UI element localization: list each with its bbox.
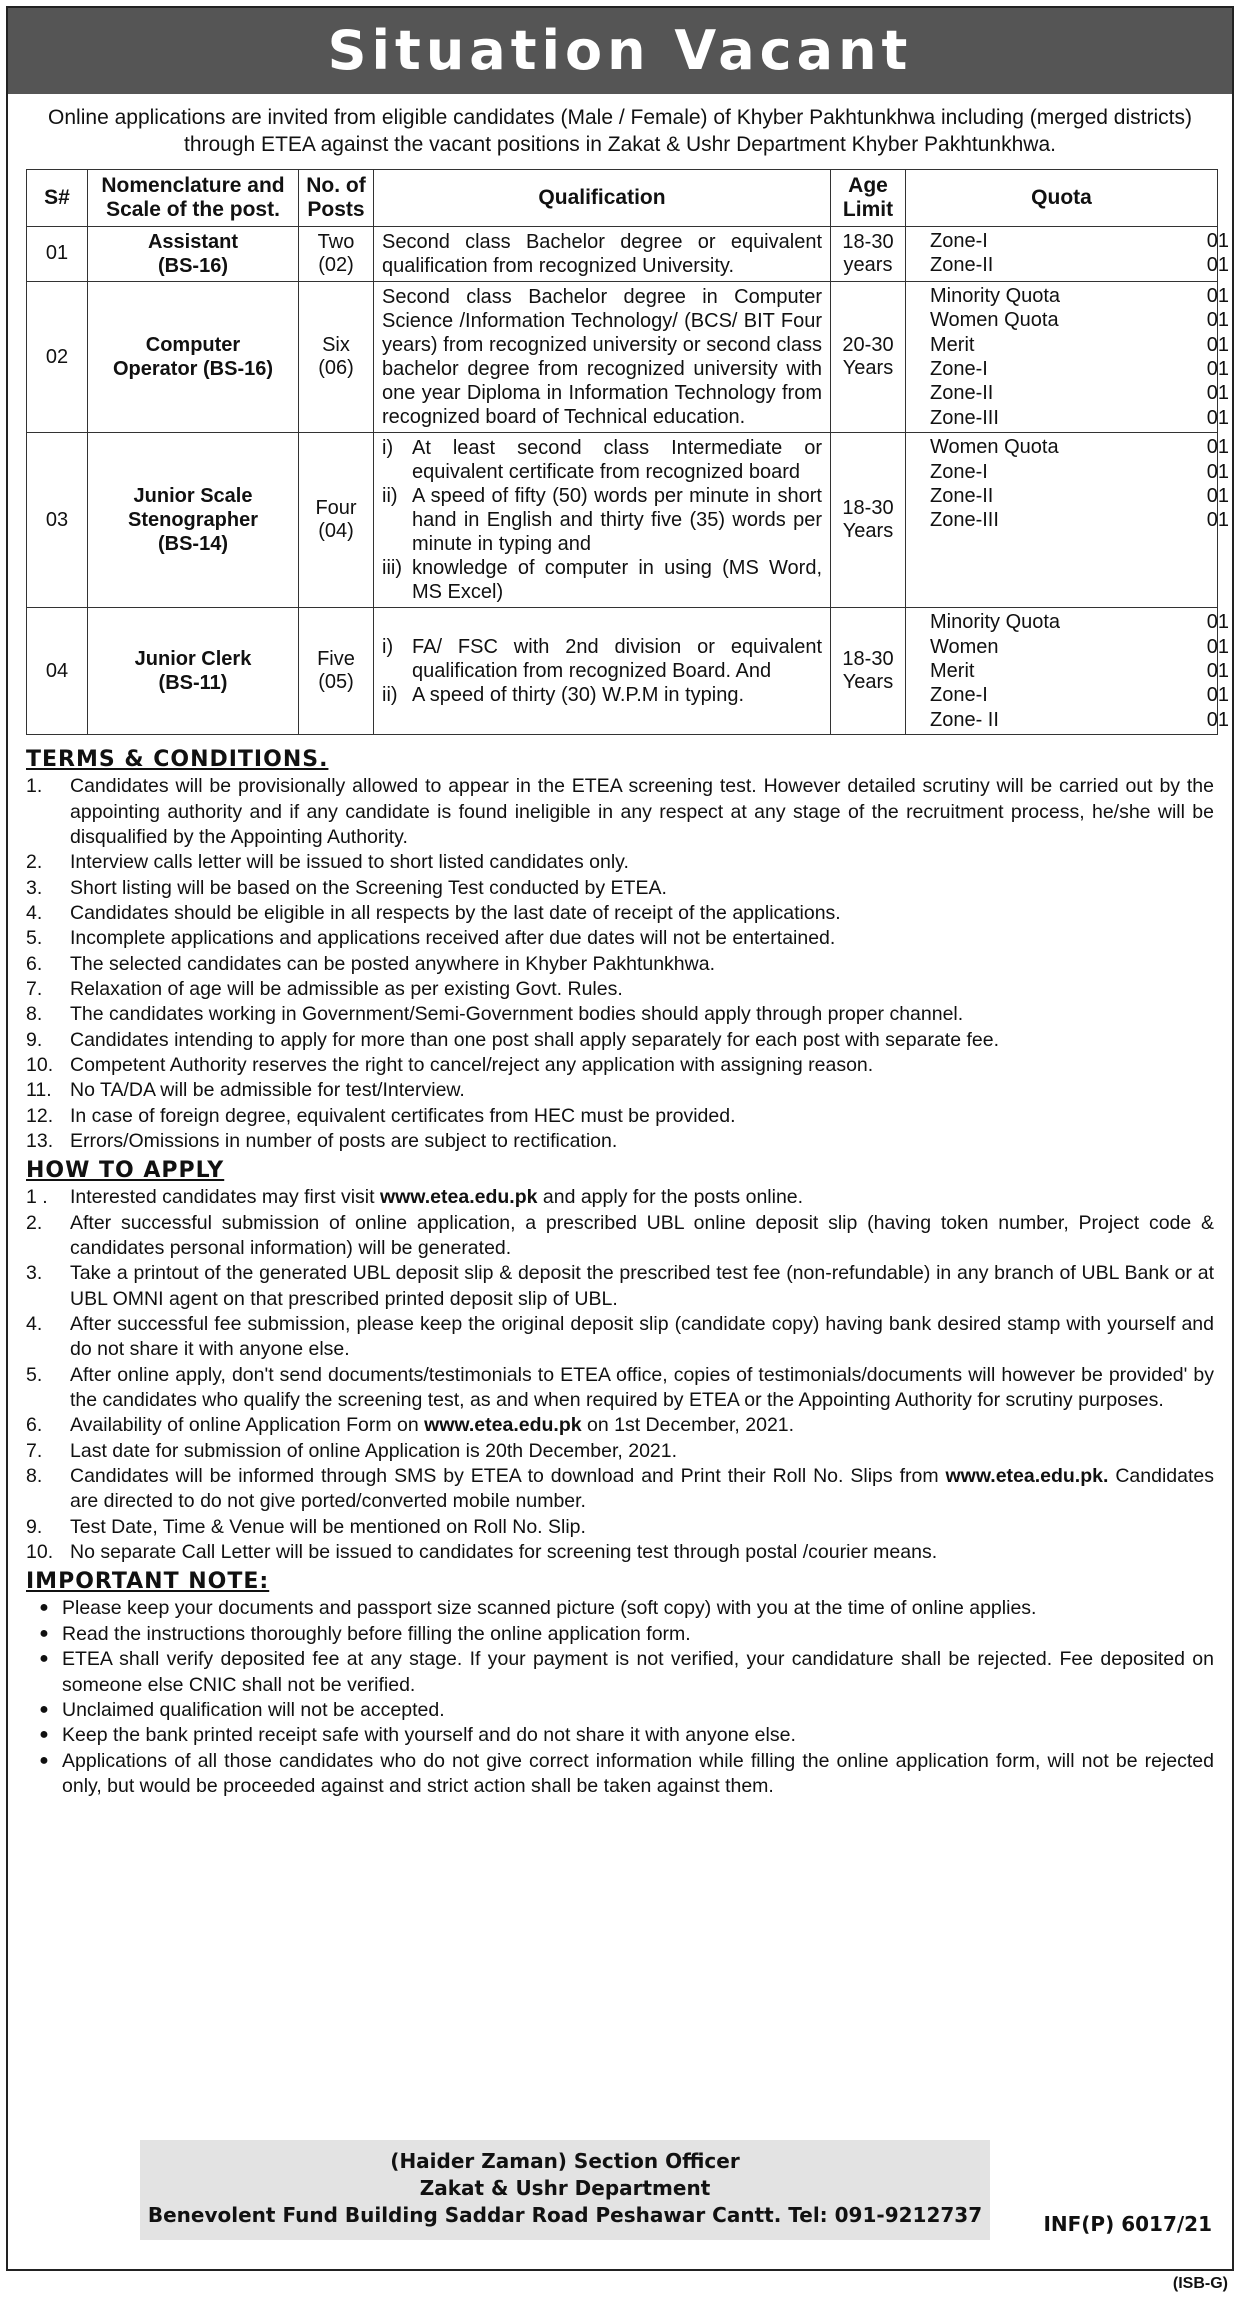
department-name: Zakat & Ushr Department: [419, 2176, 711, 2200]
item-text: The selected candidates can be posted anywhere in Khyber Pakhtunkhwa.: [70, 952, 715, 975]
quota-count: 01: [1206, 333, 1229, 356]
item-number: 13.: [26, 1129, 54, 1152]
item-text: No TA/DA will be admissible for test/Interview.: [70, 1079, 465, 1102]
quota-name: Women: [930, 635, 999, 658]
quota-list: [924, 610, 1235, 732]
bullet-icon: ●: [39, 1599, 49, 1617]
quota-item: [924, 381, 1235, 405]
item-text-part: Test Date, Time & Venue will be mentioned on Roll No. Slip.: [70, 1515, 586, 1538]
quota-name: Minority Quota: [930, 284, 1061, 307]
item-text-part: on 1st December, 2021.: [581, 1414, 795, 1437]
posts-number: (05): [318, 671, 354, 694]
item-text-part: Availability of online Application Form on: [70, 1414, 425, 1437]
apply-item: [26, 1363, 1214, 1414]
item-number: 6.: [26, 952, 43, 975]
col-quota: Quota: [906, 169, 1218, 226]
officer-name: (Haider Zaman): [390, 2149, 567, 2173]
note-text: Unclaimed qualification will not be accepted.: [62, 1698, 445, 1721]
quota-item: [924, 435, 1235, 459]
bullet-icon: ●: [39, 1624, 49, 1642]
quota-item: [924, 333, 1235, 357]
row-posts: [299, 433, 374, 608]
apply-item: [26, 1439, 1214, 1464]
item-text: [70, 1515, 1214, 1540]
quota-item: [924, 406, 1235, 430]
quota-name: Zone-I: [930, 460, 988, 483]
etea-link[interactable]: www.etea.edu.pk: [379, 1186, 538, 1209]
item-number: 10.: [26, 1541, 54, 1564]
quota-item: [924, 635, 1235, 659]
item-text-part: Take a printout of the generated UBL deposit slip & deposit the prescribed test fee (non-refundable) in any branch of UBL Bank or at UBL OMNI agent on that prescribed printed deposit slip of UBL.: [70, 1262, 1214, 1310]
item-number: 8.: [26, 1003, 43, 1026]
qualification-text: A speed of fifty (50) words per minute in short hand in English and thirty five (35) words per minute in typing and: [412, 485, 822, 556]
posts-number: (02): [318, 253, 354, 276]
row-post: [88, 608, 299, 735]
qualification-text: A speed of thirty (30) W.P.M in typing.: [412, 684, 745, 707]
terms-list: [26, 774, 1214, 1154]
item-text: Incomplete applications and applications received after due dates will not be entertained.: [70, 927, 836, 950]
item-number: 5.: [26, 927, 43, 950]
apply-item: [26, 1413, 1214, 1438]
quota-name: Zone-III: [930, 509, 999, 532]
item-text-part: After online apply, don't send documents/testimonials to ETEA office, copies of testimonials/documents will however be provided' by the candidates who qualify the screening test, as and when required by ETEA or the Appointing Authority for scrutiny purposes.: [70, 1363, 1214, 1412]
item-text: [70, 1464, 1214, 1515]
item-number: 2.: [26, 1211, 43, 1234]
item-text: [70, 1439, 1214, 1464]
row-age: [831, 433, 906, 608]
age-range: 18-30: [842, 230, 894, 253]
quota-count: 01: [1206, 611, 1229, 634]
item-number: 3.: [26, 1262, 43, 1285]
terms-section: [26, 747, 1214, 1154]
note-text: Keep the bank printed receipt safe with yourself and do not share it with anyone else.: [62, 1724, 796, 1747]
row-posts: [299, 281, 374, 432]
bullet-icon: ●: [39, 1751, 49, 1769]
quota-name: Merit: [930, 333, 975, 356]
qualification-text: knowledge of computer in using (MS Word, MS Excel): [412, 557, 822, 604]
note-text: Please keep your documents and passport size scanned picture (soft copy) with you at the time of online applies.: [62, 1597, 1037, 1620]
terms-heading: TERMS & CONDITIONS.: [26, 747, 329, 773]
row-qualification: [374, 281, 831, 432]
item-text: Short listing will be based on the Screening Test conducted by ETEA.: [70, 876, 667, 899]
item-text: [70, 1185, 1214, 1210]
officer-designation: Section Officer: [573, 2149, 740, 2173]
note-item: [26, 1596, 1214, 1621]
office-address: Benevolent Fund Building Saddar Road Peshawar Cantt. Tel: 091-9212737: [147, 2203, 983, 2227]
quota-name: Zone-I: [930, 358, 988, 381]
col-age: Age Limit: [831, 169, 906, 226]
col-qualification: Qualification: [374, 169, 831, 226]
qualification-num: i): [382, 437, 394, 460]
apply-item: [26, 1464, 1214, 1515]
terms-item: [26, 977, 1214, 1002]
terms-item: [26, 1053, 1214, 1078]
quota-count: 01: [1206, 660, 1229, 682]
quota-item: [924, 708, 1235, 732]
terms-item: [26, 1078, 1214, 1103]
item-number: 4.: [26, 1313, 43, 1336]
quota-list: [924, 435, 1235, 533]
item-text: The candidates working in Government/Semi-Government bodies should apply through proper channel.: [70, 1003, 964, 1026]
row-quota: [906, 226, 1229, 281]
note-item: [26, 1698, 1214, 1723]
note-text: Applications of all those candidates who do not give correct information while filling the online application form, will not be rejected only, but would be proceeded against and strict action shall be taken against them.: [62, 1749, 1214, 1797]
quota-list: [924, 229, 1235, 278]
quota-count: 01: [1206, 635, 1229, 658]
apply-item: [26, 1312, 1214, 1363]
qualification-num: iii): [382, 557, 402, 580]
post-scale: (BS-14): [157, 533, 228, 556]
row-quota: [906, 608, 1229, 735]
col-sno: S#: [27, 169, 88, 226]
terms-item: [26, 1028, 1214, 1053]
etea-link[interactable]: www.etea.edu.pk: [424, 1414, 582, 1437]
posts-number: (06): [318, 357, 354, 380]
posts-word: Two: [317, 230, 355, 253]
item-number: 7.: [26, 977, 43, 1000]
terms-item: [26, 926, 1214, 951]
row-post: [88, 281, 299, 432]
row-qualification: [374, 608, 831, 735]
note-item: [26, 1647, 1214, 1698]
quota-item: [924, 460, 1235, 484]
note-text: ETEA shall verify deposited fee at any stage. If your payment is not verified, your candidature shall be rejected. Fee deposited on someone else CNIC shall not be verified.: [62, 1648, 1214, 1696]
notes-section: [26, 1569, 1214, 1799]
item-number: 10.: [26, 1053, 54, 1076]
notes-list: [26, 1596, 1214, 1799]
post-scale: (BS-11): [158, 672, 228, 695]
posts-word: Six: [322, 334, 350, 357]
quota-name: Zone-II: [930, 382, 994, 405]
col-posts: No. of Posts: [299, 169, 374, 226]
item-text: Relaxation of age will be admissible as per existing Govt. Rules.: [70, 977, 623, 1000]
quota-item: [924, 308, 1235, 332]
post-scale: Operator (BS-16): [112, 358, 274, 381]
post-name: Junior Scale Stenographer: [127, 485, 259, 532]
apply-item: [26, 1185, 1214, 1210]
row-posts: [299, 226, 374, 281]
quota-name: Zone-I: [930, 229, 988, 252]
item-text-part: After successful fee submission, please keep the original deposit slip (candidate copy) having bank desired stamp with yourself and do not share it with anyone else.: [70, 1313, 1214, 1361]
quota-count: 01: [1206, 485, 1229, 507]
item-number: 12.: [26, 1104, 54, 1127]
quota-item: [924, 659, 1235, 683]
quota-item: [924, 253, 1235, 277]
terms-item: [26, 774, 1214, 850]
apply-item: [26, 1261, 1214, 1312]
quota-item: [924, 484, 1235, 508]
reference-number: INF(P) 6017/21: [1043, 2212, 1212, 2236]
etea-link[interactable]: www.etea.edu.pk.: [945, 1465, 1109, 1488]
row-qualification: [374, 433, 831, 608]
apply-item: [26, 1211, 1214, 1262]
qualification-num: i): [382, 636, 394, 659]
age-range: 18-30: [842, 648, 894, 671]
quota-name: Zone-II: [930, 254, 994, 277]
quota-name: Minority Quota: [930, 611, 1061, 634]
table-row: [27, 281, 1218, 432]
note-item: [26, 1749, 1214, 1800]
quota-count: 01: [1206, 509, 1229, 532]
quota-name: Zone-III: [930, 406, 999, 429]
quota-count: 01: [1206, 284, 1229, 307]
item-number: 9.: [26, 1028, 43, 1051]
quota-item: [924, 357, 1235, 381]
post-name: Assistant: [147, 230, 239, 253]
item-text: Candidates should be eligible in all respects by the last date of receipt of the applications.: [70, 901, 841, 924]
apply-heading: HOW TO APPLY: [26, 1158, 225, 1184]
note-item: [26, 1622, 1214, 1647]
qualification-text: Second class Bachelor degree in Computer Science /Information Technology/ (BCS/ BIT Four years) from recognized university or second class bachelor degree from recognized university with one year Diploma in Information Technology from recognized board of Technical education.: [382, 286, 822, 429]
quota-item: [924, 508, 1235, 532]
item-text: [70, 1363, 1214, 1414]
bullet-icon: ●: [39, 1650, 49, 1668]
terms-item: [26, 1002, 1214, 1027]
item-number: 9.: [26, 1515, 43, 1538]
item-text-part: After successful submission of online application, a prescribed UBL online deposit slip (having token number, Project code & candidates personal information) will be generated.: [70, 1211, 1214, 1260]
row-sno: 04: [27, 608, 88, 735]
item-text: [70, 1413, 1214, 1438]
quota-count: 01: [1206, 358, 1229, 381]
terms-item: [26, 1129, 1214, 1154]
post-name: Junior Clerk: [134, 648, 252, 671]
item-number: 5.: [26, 1363, 43, 1386]
quota-count: 01: [1206, 406, 1229, 429]
advertisement: [6, 6, 1234, 2271]
row-quota: [906, 433, 1229, 608]
table-row: [27, 226, 1218, 281]
age-range: 18-30: [842, 497, 894, 520]
quota-count: 01: [1206, 708, 1229, 731]
note-text: Read the instructions thoroughly before filling the online application form.: [62, 1622, 691, 1645]
quota-count: 01: [1206, 309, 1229, 332]
quota-count: 01: [1206, 436, 1229, 459]
apply-item: [26, 1515, 1214, 1540]
terms-item: [26, 876, 1214, 901]
notes-heading: IMPORTANT NOTE:: [26, 1569, 270, 1595]
row-age: [831, 226, 906, 281]
qualification-item: [382, 683, 822, 707]
item-text: Competent Authority reserves the right to cancel/reject any application with assigning reason.: [70, 1053, 874, 1076]
apply-list: [26, 1185, 1214, 1565]
item-number: 3.: [26, 876, 43, 899]
item-text: [70, 1261, 1214, 1312]
terms-item: [26, 1104, 1214, 1129]
age-unit: years: [843, 253, 893, 276]
item-text: Interview calls letter will be issued to short listed candidates only.: [70, 851, 629, 874]
quota-count: 01: [1206, 684, 1229, 707]
age-range: 20-30: [842, 334, 894, 357]
quota-count: 01: [1206, 382, 1229, 405]
item-number: 11.: [26, 1079, 52, 1102]
qualification-num: ii): [382, 485, 398, 508]
qualification-text: Second class Bachelor degree or equivalent qualification from recognized University.: [382, 230, 822, 277]
item-number: 1.: [26, 775, 43, 798]
qualification-num: ii): [382, 684, 398, 707]
row-qualification: [374, 226, 831, 281]
item-number: 6.: [26, 1414, 43, 1437]
quota-list: [924, 284, 1235, 430]
signature-block: [140, 2140, 990, 2240]
item-text: Errors/Omissions in number of posts are subject to rectification.: [70, 1129, 618, 1152]
quota-item: [924, 284, 1235, 308]
quota-count: 01: [1206, 460, 1229, 483]
item-text: [70, 1211, 1214, 1262]
item-text: [70, 1312, 1214, 1363]
row-sno: 01: [27, 226, 88, 281]
quota-item: [924, 610, 1235, 634]
item-text: Candidates intending to apply for more than one post shall apply separately for each post with separate fee.: [70, 1028, 999, 1051]
quota-name: Merit: [930, 660, 975, 682]
item-text-part: Last date for submission of online Application is 20th December, 2021.: [70, 1439, 678, 1462]
apply-section: [26, 1158, 1214, 1565]
quota-name: Zone-I: [930, 684, 988, 707]
item-number: 8.: [26, 1465, 43, 1488]
qualification-text: FA/ FSC with 2nd division or equivalent qualification from recognized Board. And: [412, 636, 822, 683]
col-post: Nomenclature and Scale of the post.: [88, 169, 299, 226]
posts-word: Four: [315, 497, 357, 520]
item-number: 1 .: [26, 1186, 48, 1209]
age-unit: Years: [842, 520, 894, 543]
quota-name: Zone- II: [930, 708, 999, 731]
row-sno: 02: [27, 281, 88, 432]
row-age: [831, 608, 906, 735]
qualification-item: [382, 484, 822, 556]
table-row: [27, 433, 1218, 608]
terms-item: [26, 901, 1214, 926]
item-text: [70, 1540, 1214, 1565]
row-quota: [906, 281, 1229, 432]
item-text: Candidates will be provisionally allowed to appear in the ETEA screening test. However detailed scrutiny will be carried out by the appointing authority and if any candidate is found ineligible in any respect at any stage of the recruitment process, he/she will be disqualified by the Appointing Authority.: [70, 775, 1214, 848]
qualification-item: [382, 556, 822, 604]
row-post: [88, 433, 299, 608]
isb-code: (ISB-G): [1172, 2275, 1228, 2292]
bullet-icon: ●: [39, 1726, 49, 1744]
qualification-item: [382, 436, 822, 484]
posts-number: (04): [318, 520, 354, 543]
intro-text: Online applications are invited from eligible candidates (Male / Female) of Khyber Pakhtunkhwa including (merged districts) through ETEA against the vacant positions in Zakat & Ushr Department Khyber Pakhtunkhwa.: [48, 106, 1192, 157]
item-text-part: and apply for the posts online.: [537, 1186, 804, 1209]
quota-name: Women Quota: [930, 309, 1059, 332]
post-scale: (BS-16): [157, 254, 228, 277]
terms-item: [26, 952, 1214, 977]
quota-name: Zone-II: [930, 485, 994, 507]
qualification-item: [382, 635, 822, 683]
posts-word: Five: [317, 648, 355, 671]
quota-item: [924, 229, 1235, 253]
age-unit: Years: [842, 671, 894, 694]
terms-item: [26, 850, 1214, 875]
item-number: 2.: [26, 851, 43, 874]
item-text-part: Candidates are directed to do not give ported/converted mobile number.: [70, 1465, 1214, 1513]
apply-item: [26, 1540, 1214, 1565]
item-text-part: Candidates will be informed through SMS by ETEA to download and Print their Roll No. Slips from: [70, 1465, 946, 1488]
row-posts: [299, 608, 374, 735]
row-post: [88, 226, 299, 281]
item-text-part: No separate Call Letter will be issued to candidates for screening test through postal /courier means.: [70, 1541, 938, 1564]
row-age: [831, 281, 906, 432]
qualification-text: At least second class Intermediate or equivalent certificate from recognized board: [412, 437, 822, 484]
table-header-row: [27, 169, 1218, 226]
item-number: 7.: [26, 1439, 43, 1462]
row-sno: 03: [27, 433, 88, 608]
item-number: 4.: [26, 901, 43, 924]
age-unit: Years: [842, 357, 894, 380]
quota-name: Women Quota: [930, 436, 1059, 459]
note-item: [26, 1723, 1214, 1748]
item-text: In case of foreign degree, equivalent certificates from HEC must be provided.: [70, 1104, 736, 1127]
item-text-part: Interested candidates may first visit: [70, 1186, 380, 1209]
quota-count: 01: [1206, 229, 1229, 252]
quota-item: [924, 683, 1235, 707]
post-name: Computer: [145, 334, 241, 357]
bullet-icon: ●: [39, 1700, 49, 1718]
table-row: [27, 608, 1218, 735]
vacancy-table: [26, 169, 1229, 736]
quota-count: 01: [1206, 254, 1229, 277]
page-title: Situation Vacant: [8, 8, 1232, 94]
